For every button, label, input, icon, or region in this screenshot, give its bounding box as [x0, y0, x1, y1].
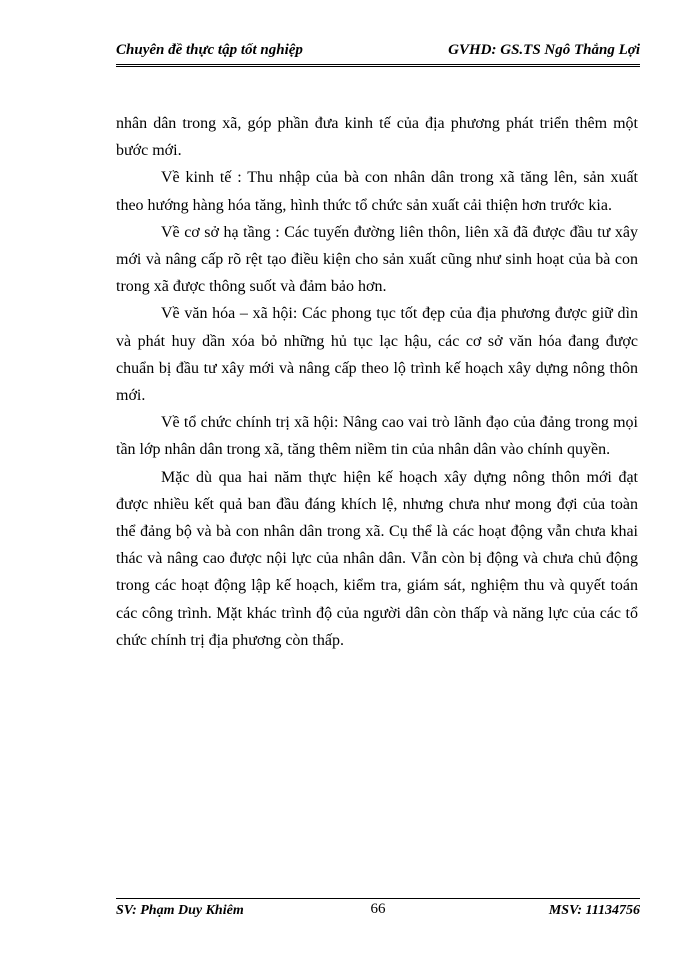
page-footer: [116, 898, 640, 925]
page-header: [116, 40, 640, 67]
footer-student-id: MSV: 11134756: [548, 903, 640, 918]
header-supervisor: GVHD: GS.TS Ngô Thắng Lợi: [448, 42, 640, 58]
paragraph-political-organization: Về tổ chức chính trị xã hội: Nâng cao vai trò lãnh đạo của đảng trong mọi tần lớp nhân dân trong xã, tăng thêm niềm tin của nhân dân vào chính quyền.: [116, 414, 638, 459]
paragraph-economy: Về kinh tế : Thu nhập của bà con nhân dân trong xã tăng lên, sản xuất theo hướng hàng hóa tăng, hình thức tổ chức sản xuất cải thiện hơn trước kia.: [116, 169, 638, 214]
paragraph-culture-society: Về văn hóa – xã hội: Các phong tục tốt đẹp của địa phương được giữ dìn và phát huy dần xóa bỏ những hủ tục lạc hậu, các cơ sở văn hóa đang được chuẩn bị đầu tư xây mới và nâng cấp theo lộ trình kế hoạch xây dựng nông thôn mới.: [116, 305, 638, 405]
footer-page-number: 66: [370, 901, 386, 917]
paragraph-infrastructure: Về cơ sở hạ tầng : Các tuyến đường liên thôn, liên xã đã được đầu tư xây mới và nâng cấp rõ rệt tạo điều kiện cho sản xuất cũng như sinh hoạt của bà con trong xã được thông suốt và đảm bảo hơn.: [116, 223, 638, 296]
document-body: [116, 110, 638, 654]
header-document-title: Chuyên đề thực tập tốt nghiệp: [116, 42, 303, 58]
paragraph-limitations: Mặc dù qua hai năm thực hiện kế hoạch xây dựng nông thôn mới đạt được nhiều kết quả ban đầu đáng khích lệ, nhưng chưa như mong đợi của toàn thể đảng bộ và bà con nhân dân trong xã. Cụ thể là các hoạt động vẫn chưa khai thác và nâng cao được nội lực của nhân dân. Vẫn còn bị động và chưa chủ động trong các hoạt động lập kế hoạch, kiểm tra, giám sát, nghiệm thu và quyết toán các công trình. Mặt khác trình độ của người dân còn thấp và năng lực của các tổ chức chính trị địa phương còn thấp.: [116, 468, 638, 649]
paragraph-continuation: nhân dân trong xã, góp phần đưa kinh tế của địa phương phát triển thêm một bước mới.: [116, 115, 638, 160]
footer-student-name: SV: Phạm Duy Khiêm: [116, 903, 244, 918]
